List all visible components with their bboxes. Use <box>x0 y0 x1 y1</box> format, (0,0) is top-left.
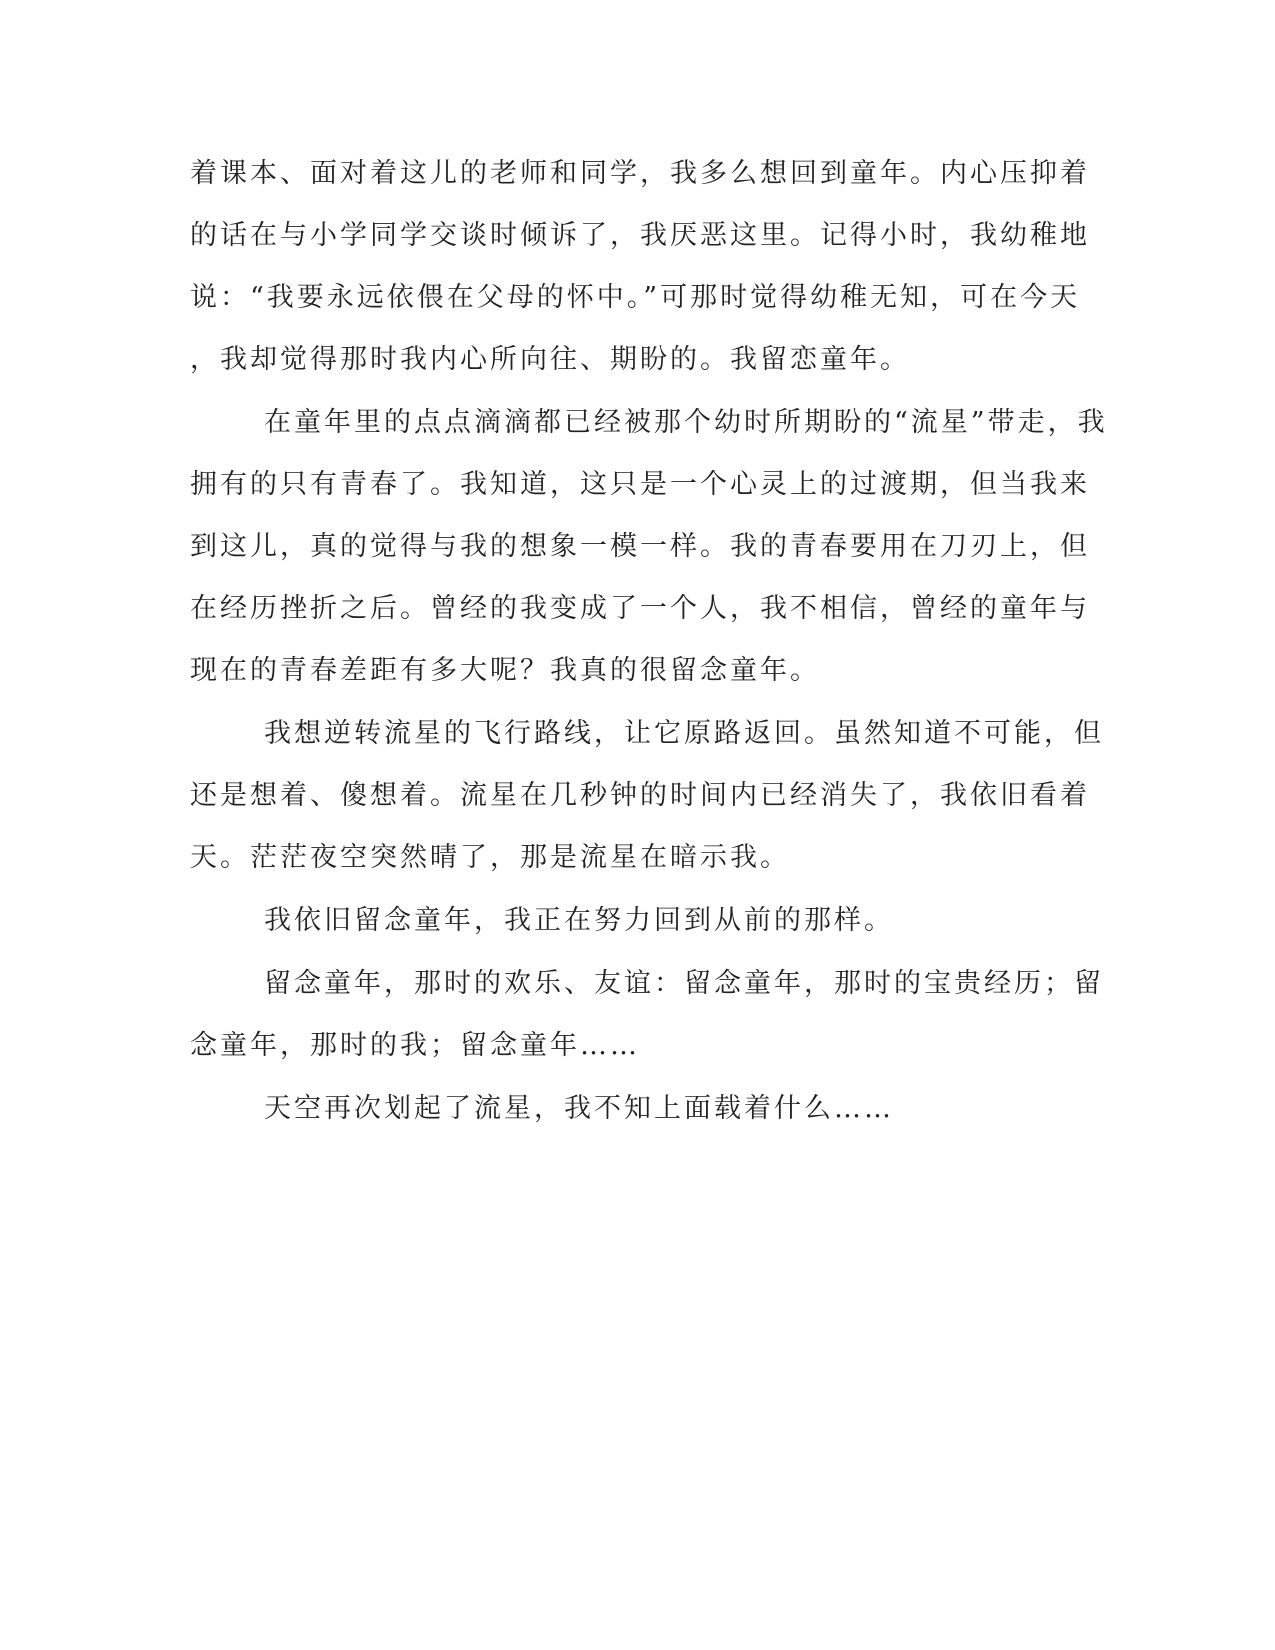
paragraph-3-line-1: 我想逆转流星的飞行路线，让它原路返回。虽然知道不可能，但 <box>264 718 1104 749</box>
paragraph-2-line-4: 在经历挫折之后。曾经的我变成了一个人，我不相信，曾经的童年与 <box>190 593 1090 624</box>
document-body <box>190 158 1108 1124</box>
paragraph-1-line-4: ，我却觉得那时我内心所向往、期盼的。我留恋童年。 <box>190 344 910 375</box>
paragraph-2-line-5: 现在的青春差距有多大呢？我真的很留念童年。 <box>190 655 820 686</box>
paragraph-2-line-1: 在童年里的点点滴滴都已经被那个幼时所期盼的“流星”带走，我 <box>264 407 1108 438</box>
paragraph-1-line-1: 着课本、面对着这儿的老师和同学，我多么想回到童年。内心压抑着 <box>190 158 1090 189</box>
paragraph-6-line-1: 天空再次划起了流星，我不知上面载着什么…… <box>264 1093 894 1124</box>
paragraph-3-line-3: 天。茫茫夜空突然晴了，那是流星在暗示我。 <box>190 842 790 873</box>
paragraph-5-line-1: 留念童年，那时的欢乐、友谊：留念童年，那时的宝贵经历；留 <box>264 968 1104 999</box>
paragraph-3-line-2: 还是想着、傻想着。流星在几秒钟的时间内已经消失了，我依旧看着 <box>190 780 1090 811</box>
paragraph-5-line-2: 念童年，那时的我；留念童年…… <box>190 1030 640 1061</box>
paragraph-2-line-3: 到这儿，真的觉得与我的想象一模一样。我的青春要用在刀刃上，但 <box>190 531 1090 562</box>
paragraph-4-line-1: 我依旧留念童年，我正在努力回到从前的那样。 <box>264 905 894 936</box>
paragraph-1-line-2: 的话在与小学同学交谈时倾诉了，我厌恶这里。记得小时，我幼稚地 <box>190 220 1090 251</box>
paragraph-2-line-2: 拥有的只有青春了。我知道，这只是一个心灵上的过渡期，但当我来 <box>190 469 1090 500</box>
paragraph-1-line-3: 说：“我要永远依偎在父母的怀中。”可那时觉得幼稚无知，可在今天 <box>190 282 1081 313</box>
